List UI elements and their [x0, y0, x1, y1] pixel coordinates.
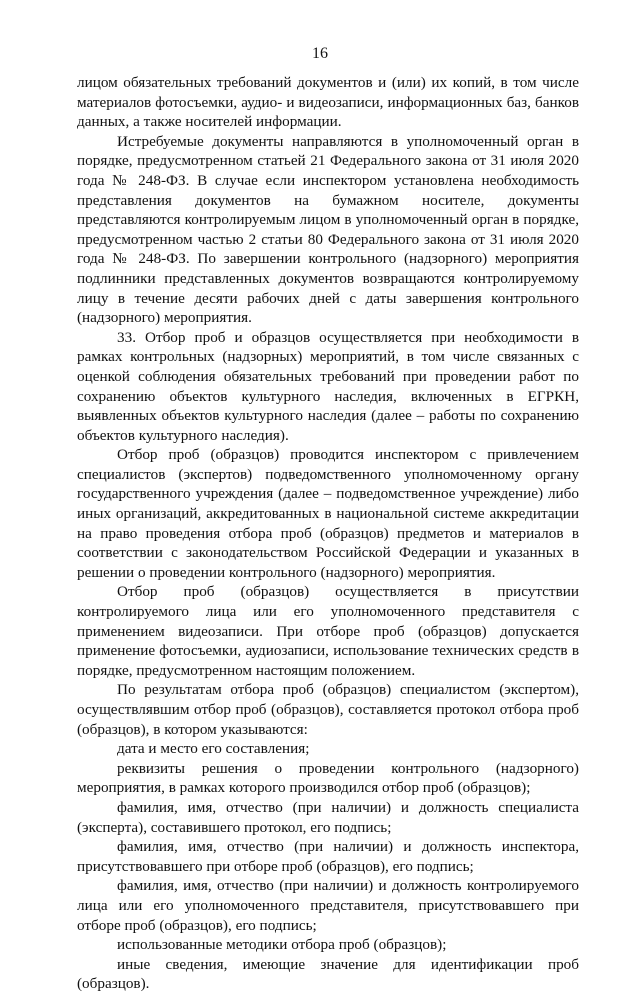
protocol-item-specialist: фамилия, имя, отчество (при наличии) и должность специалиста (эксперта), составившего протокол, его подпись; — [77, 798, 579, 836]
page-number: 16 — [312, 45, 328, 62]
protocol-item-decision-details: реквизиты решения о проведении контрольного (надзорного) мероприятия, в рамках которого производился отбор проб (образцов); — [77, 759, 579, 797]
paragraph-requested-documents: Истребуемые документы направляются в уполномоченный орган в порядке, предусмотренном статьей 21 Федерального закона от 31 июля 2020 года № 248-ФЗ. В случае если инспектором установлена необходимость представления документов на бумажном носителе, документы представляются контролируемым лицом в уполномоченный орган в порядке, предусмотренном частью 2 статьи 80 Федерального закона от 31 июля 2020 года № 248-ФЗ. По завершении контрольного (надзорного) мероприятия подлинники представленных документов возвращаются контролируемому лицу в течение десяти рабочих дней с даты завершения контрольного (надзорного) мероприятия. — [77, 132, 579, 327]
paragraph-item-33: 33. Отбор проб и образцов осуществляется при необходимости в рамках контрольных (надзорных) мероприятий, в том числе связанных с оценкой соблюдения обязательных требований при проведении работ по сохранению объектов культурного наследия, включенных в ЕГРКН, выявленных объектов культурного наследия (далее – работы по сохранению объектов культурного наследия). — [77, 328, 579, 444]
protocol-item-controlled-person: фамилия, имя, отчество (при наличии) и должность контролируемого лица или его уполномоченного представителя, присутствовавшего при отборе проб (образцов), его подпись; — [77, 877, 579, 934]
paragraph-sampling-presence: Отбор проб (образцов) осуществляется в присутствии контролируемого лица или его уполномоченного представителя с применением видеозаписи. При отборе проб (образцов) допускается применение фотосъемки, аудиозаписи, использование технических средств в порядке, предусмотренном настоящим положением. — [77, 583, 579, 679]
protocol-item-other-info: иные сведения, имеющие значение для идентификации проб (образцов). — [77, 955, 579, 993]
document-body — [77, 73, 579, 994]
paragraph-continuation: лицом обязательных требований документов и (или) их копий, в том числе материалов фотосъемки, аудио- и видеозаписи, информационных баз, банков данных, а также носителей информации. — [77, 74, 579, 131]
protocol-item-date-place: дата и место его составления; — [117, 740, 310, 758]
paragraph-sampling-performer: Отбор проб (образцов) проводится инспектором с привлечением специалистов (экспертов) подведомственного уполномоченному органу государственного учреждения (далее – подведомственное учреждение) либо иных организаций, аккредитованных в национальной системе аккредитации на право проведения отбора проб (образцов) предметов и материалов в соответствии с законодательством Российской Федерации и указанных в решении о проведении контрольного (надзорного) мероприятия. — [77, 446, 579, 581]
paragraph-sampling-protocol: По результатам отбора проб (образцов) специалистом (экспертом), осуществлявшим отбор проб (образцов), составляется протокол отбора проб (образцов), в котором указываются: — [77, 681, 579, 738]
protocol-item-methods: использованные методики отбора проб (образцов); — [117, 936, 447, 954]
protocol-item-inspector: фамилия, имя, отчество (при наличии) и должность инспектора, присутствовавшего при отборе проб (образцов), его подпись; — [77, 838, 579, 875]
